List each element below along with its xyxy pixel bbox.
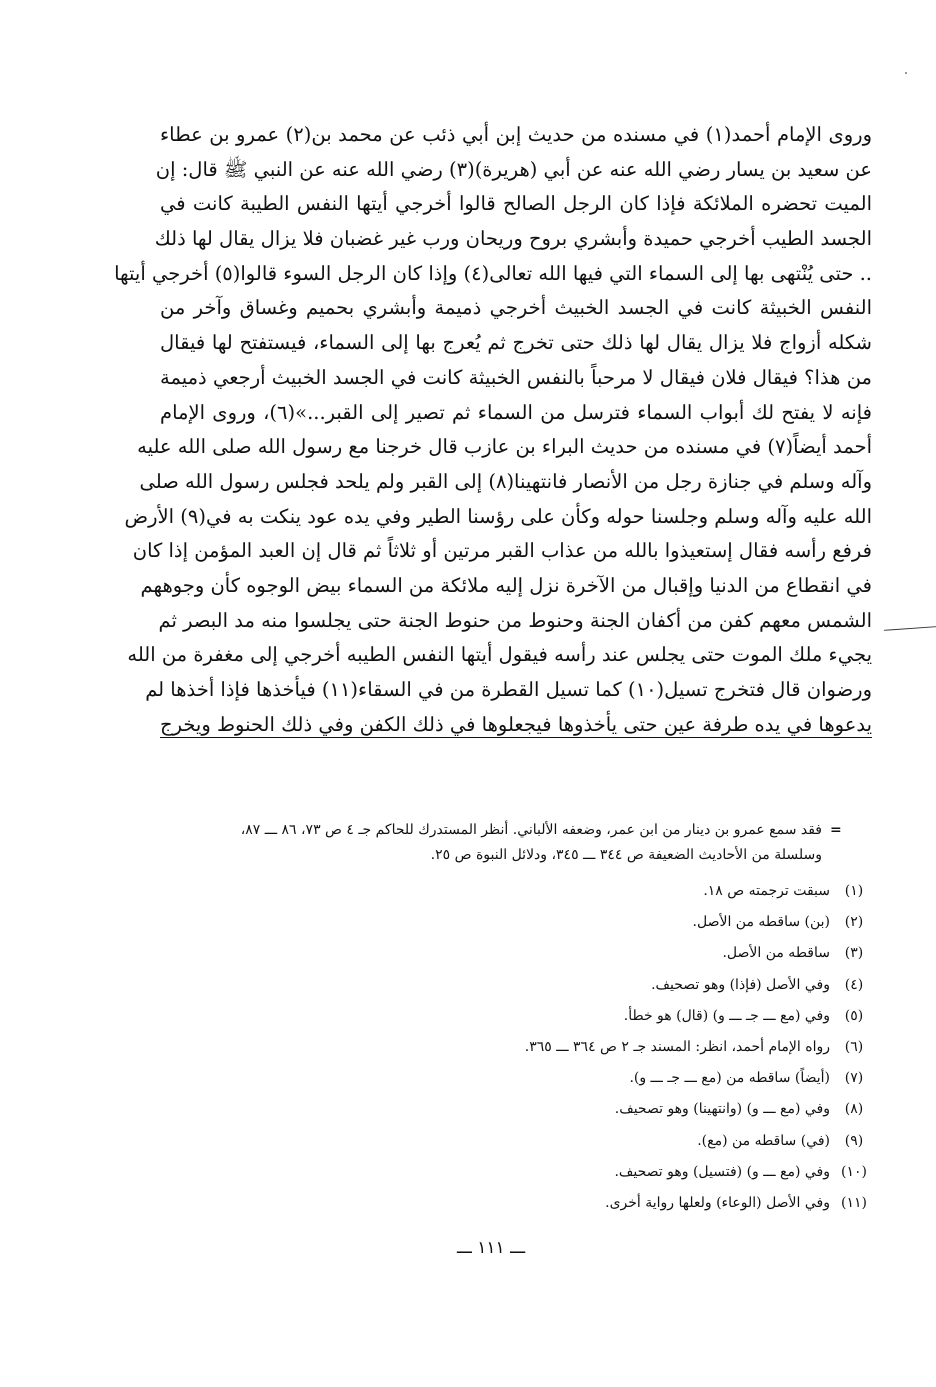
text-line: .. حتى يُنْتهى بها إلى السماء التي فيها الله تعالى(٤) وإذا كان الرجل السوء قالوا(٥) أخرجي أيتها — [114, 261, 872, 285]
margin-pen-mark — [884, 626, 936, 631]
text-line: الله عليه وآله وسلم وجلسنا حوله وكأن على رؤسنا الطير وفي يده عود ينكت به في(٩) الأرض — [124, 504, 872, 528]
text-line: من هذا؟ فيقال فلان فيقال لا مرحباً بالنفس الخبيثة كانت في الجسد الخبيث أرجعي ذميمة — [160, 365, 872, 389]
text-line-last: يدعوها في يده طرفة عين حتى يأخذوها فيجعلوها في ذلك الكفن وفي ذلك الحنوط ويخرج — [160, 712, 872, 736]
footnote-text: ساقطه من الأصل. — [722, 945, 830, 962]
footnote-item — [300, 1063, 872, 1094]
footnote-text: (أيضاً) ساقطه من (مع ـــ جـ ـــ و). — [629, 1070, 830, 1087]
footnote-continuation-line: فقد سمع عمرو بن دينار من ابن عمر، وضعفه الألباني. أنظر المستدرك للحاكم جـ ٤ ص ٧٣، ٨٦ ـــ ٨٧، — [240, 822, 822, 838]
footnote-item — [300, 938, 872, 969]
footnote-text: سبقت ترجمته ص ١٨. — [703, 883, 830, 899]
text-line: النفس الخبيثة كانت في الجسد الخبيث أخرجي ذميمة وأبشري بحميم وغساق وآخر من — [160, 296, 872, 320]
footnote-continuation — [110, 818, 822, 868]
footnotes-list — [300, 876, 872, 1219]
footnote-number: (٦) — [844, 1038, 864, 1055]
footnote-item — [300, 1032, 872, 1063]
footnote-text: وفي الأصل (فإذا) وهو تصحيف. — [651, 976, 830, 993]
footnote-number: (١) — [844, 883, 864, 899]
text-line: فإنه لا يفتح لك أبواب السماء فترسل من السماء ثم تصير إلى القبر...»(٦)، وروى الإمام — [160, 400, 873, 424]
footnote-number: (٩) — [844, 1132, 864, 1149]
text-line: الشمس معهم كفن من أكفان الجنة وحنوط من حنوط الجنة حتى يجلسوا منه مد البصر ثم — [158, 608, 872, 632]
text-line: يجيء ملك الموت حتى يجلس عند رأسه فيقول أيتها النفس الطيبه أخرجي إلى مغفرة من الله — [127, 643, 872, 667]
footnote-text: وفي الأصل (الوعاء) ولعلها رواية أخرى. — [605, 1194, 830, 1211]
text-line: شكله أزواج فلا يزال يقال لها ذلك حتى تخرج ثم يُعرج بها إلى السماء، فيستفتح لها فيقال — [160, 331, 872, 355]
footnote-item — [300, 1188, 872, 1219]
page-number: ـــ ١١١ ـــ — [456, 1238, 526, 1258]
footnote-item — [300, 1094, 872, 1125]
footnote-text: (بن) ساقطه من الأصل. — [692, 914, 830, 931]
text-line: ورضوان قال فتخرج تسيل(١٠) كما تسيل القطرة من في السقاء(١١) فيأخذها فإذا أخذها لم — [145, 678, 872, 701]
main-text — [114, 118, 873, 742]
footnote-text: رواه الإمام أحمد، انظر: المسند جـ ٢ ص ٣٦٤ ـــ ٣٦٥. — [524, 1038, 830, 1055]
text-line: فرفع رأسه فقال إستعيذوا بالله من عذاب القبر مرتين أو ثلاثاً ثم قال إن العبد المؤمن إذا كان — [132, 539, 872, 563]
footnote-number: (٨) — [844, 1101, 864, 1118]
footnote-continuation-mark: = — [830, 822, 842, 838]
footnote-item — [300, 1157, 872, 1188]
footnote-item — [300, 907, 872, 938]
footnote-text: وفي (مع ـــ و) (وانتهينا) وهو تصحيف. — [614, 1101, 830, 1118]
footnote-continuation-line: وسلسلة من الأحاديث الضعيفة ص ٣٤٤ ـــ ٣٤٥، ودلائل النبوة ص ٢٥. — [430, 847, 822, 863]
scan-speck — [905, 72, 907, 74]
footnote-number: (١٠) — [841, 1163, 867, 1180]
text-line: في انقطاع من الدنيا وإقبال من الآخرة نزل إليه ملائكة من السماء بيض الوجوه كأن وجوههم — [140, 573, 872, 597]
text-line: أحمد أيضاً(٧) في مسنده من حديث البراء بن عازب قال خرجنا مع رسول الله صلى الله عليه — [137, 435, 872, 459]
footnote-number: (٢) — [844, 914, 864, 931]
footnote-item — [300, 1001, 872, 1032]
footnote-item — [300, 876, 872, 907]
footnote-text: وفي (مع ـــ و) (فتسيل) وهو تصحيف. — [614, 1163, 830, 1180]
footnote-item — [300, 970, 872, 1001]
text-line: الجسد الطيب أخرجي حميدة وأبشري بروح وريحان ورب غير غضبان فلا يزال يقال لها ذلك — [154, 227, 872, 251]
footnote-number: (٣) — [844, 945, 864, 962]
text-line: عن سعيد بن يسار رضي الله عنه عن أبي (هريرة)(٣) رضي الله عنه عن النبي ﷺ قال: إن — [155, 157, 872, 181]
footnote-number: (٥) — [844, 1007, 864, 1024]
text-line: وآله وسلم في جنازة رجل من الأنصار فانتهينا(٨) إلى القبر ولم يلحد فجلس رسول الله صلى — [139, 469, 872, 493]
footnote-item — [300, 1126, 872, 1157]
text-line: وروى الإمام أحمد(١) في مسنده من حديث إبن أبي ذئب عن محمد بن(٢) عمرو بن عطاء — [160, 123, 872, 146]
footnote-number: (٧) — [844, 1070, 864, 1087]
text-line: الميت تحضره الملائكة فإذا كان الرجل الصالح قالوا أخرجي أيتها النفس الطيبة كانت في — [160, 192, 872, 216]
footnote-number: (١١) — [841, 1194, 867, 1211]
footnote-text: (في) ساقطه من (مع). — [697, 1132, 830, 1149]
footnote-number: (٤) — [844, 976, 864, 993]
footnote-text: وفي (مع ـــ جـ ـــ و) (قال) هو خطأ. — [623, 1007, 830, 1024]
